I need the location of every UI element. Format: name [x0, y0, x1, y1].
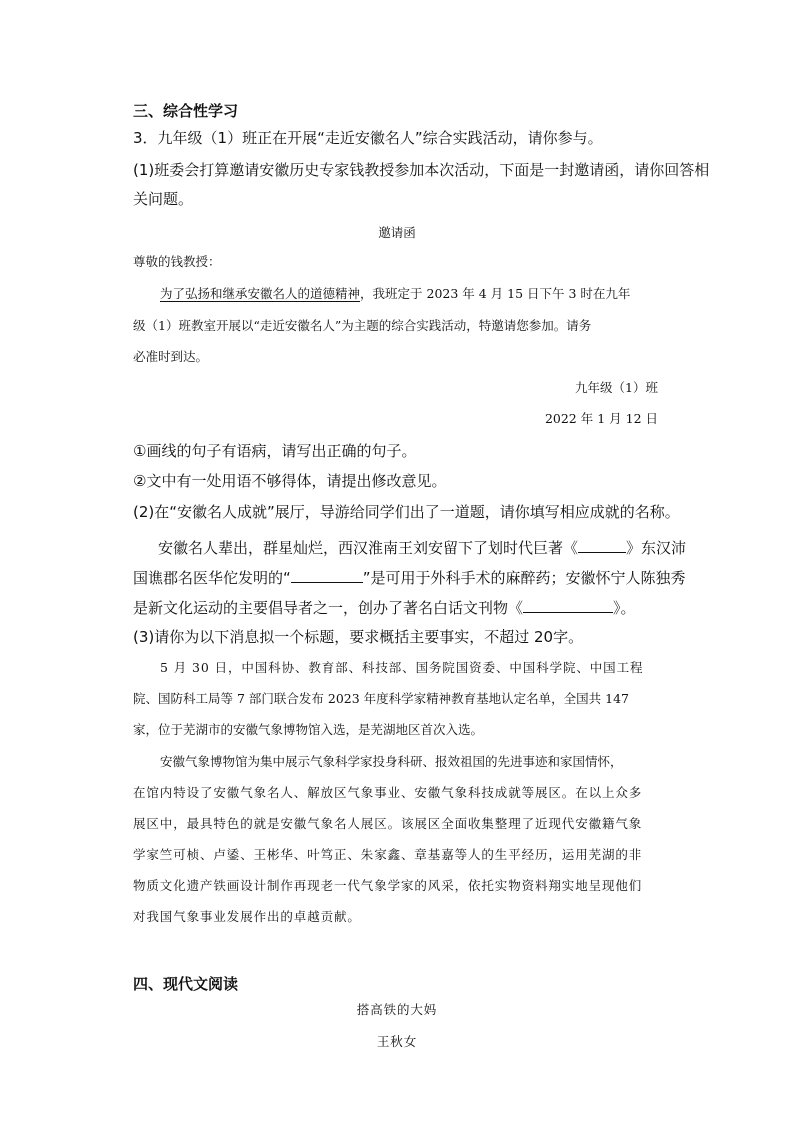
question-1a: ①画线的句子有语病，请写出正确的句子。 — [133, 442, 417, 460]
news-paragraph-1-line-1: 5 月 30 日，中国科协、教育部、科技部、国务院国资委、中国科学院、中国工程 — [160, 660, 644, 675]
news-paragraph-2-line-1: 安徽气象博物馆为集中展示气象科学家投身科研、报效祖国的先进事迹和家国情怀， — [160, 754, 623, 769]
letter-signature: 九年级（1）班 — [575, 380, 658, 395]
answer-blank-2[interactable] — [291, 568, 363, 583]
news-paragraph-2-line-2: 在馆内特设了安徽气象名人、解放区气象事业、安徽气象科技成就等展区。在以上众多 — [133, 785, 643, 800]
news-paragraph-2-line-4: 学家竺可桢、卢鋈、王彬华、叶笃正、朱家鑫、章基嘉等人的生平经历，运用芜湖的非 — [133, 847, 643, 862]
fill-blank-line-1: 安徽名人辈出，群星灿烂，西汉淮南王刘安留下了划时代巨著《 》东汉沛 — [158, 539, 687, 557]
question-stem: 3．九年级（1）班正在开展“走近安徽名人”综合实践活动，请你参与。 — [133, 129, 603, 147]
fill-blank-line-3: 是新文化运动的主要倡导者之一，创办了著名白话文刊物《 》。 — [133, 599, 636, 617]
question-1b: ②文中有一处用语不够得体，请提出修改意见。 — [133, 472, 447, 490]
letter-date: 2022 年 1 月 12 日 — [544, 411, 658, 426]
news-paragraph-2-line-3: 展区中，最具特色的就是安徽气象名人展区。该展区全面收集整理了近现代安徽籍气象 — [133, 816, 643, 831]
news-paragraph-1-line-3: 家，位于芜湖市的安徽气象博物馆入选，是芜湖地区首次入选。 — [133, 722, 484, 737]
letter-title: 邀请函 — [378, 225, 416, 240]
section-heading: 四、现代文阅读 — [133, 975, 239, 993]
question-1-text: (1)班委会打算邀请安徽历史专家钱教授参加本次活动，下面是一封邀请函，请你回答相 — [133, 161, 710, 179]
question-1-text-cont: 关问题。 — [133, 190, 194, 208]
letter-salutation: 尊敬的钱教授： — [133, 254, 221, 269]
letter-body-line-3: 必准时到达。 — [133, 349, 209, 364]
question-3: (3)请你为以下消息拟一个标题，要求概括主要事实，不超过 20字。 — [133, 628, 584, 646]
answer-blank-3[interactable] — [523, 598, 613, 613]
letter-body-line-2: 级（1）班教室开展以“走近安徽名人”为主题的综合实践活动，特邀请您参加。请务 — [133, 318, 592, 333]
news-paragraph-1-line-2: 院、国防科工局等 7 部门联合发布 2023 年度科学家精神教育基地认定名单，全国共 147 — [133, 691, 629, 706]
article-author: 王秋女 — [376, 1034, 418, 1049]
section-heading: 三、综合性学习 — [133, 102, 239, 120]
underlined-sentence: 为了弘扬和继承安徽名人的道德精神 — [160, 286, 361, 301]
fill-blank-line-2: 国谯郡名医华佗发明的“ ”是可用于外科手术的麻醉药；安徽怀宁人陈独秀 — [133, 569, 686, 587]
answer-blank-1[interactable] — [578, 538, 626, 553]
question-2: (2)在“安徽名人成就”展厅，导游给同学们出了一道题，请你填写相应成就的名称。 — [133, 503, 680, 521]
news-paragraph-2-line-5: 物质文化遗产铁画设计制作再现老一代气象学家的风采，依托实物资料翔实地呈现他们 — [133, 878, 643, 893]
letter-body-line-1: 为了弘扬和继承安徽名人的道德精神，我班定于 2023 年 4 月 15 日下午 3 时在九年 — [160, 286, 631, 301]
article-title: 搭高铁的大妈 — [356, 1002, 438, 1017]
news-paragraph-2-line-6: 对我国气象事业发展作出的卓越贡献。 — [133, 909, 361, 924]
